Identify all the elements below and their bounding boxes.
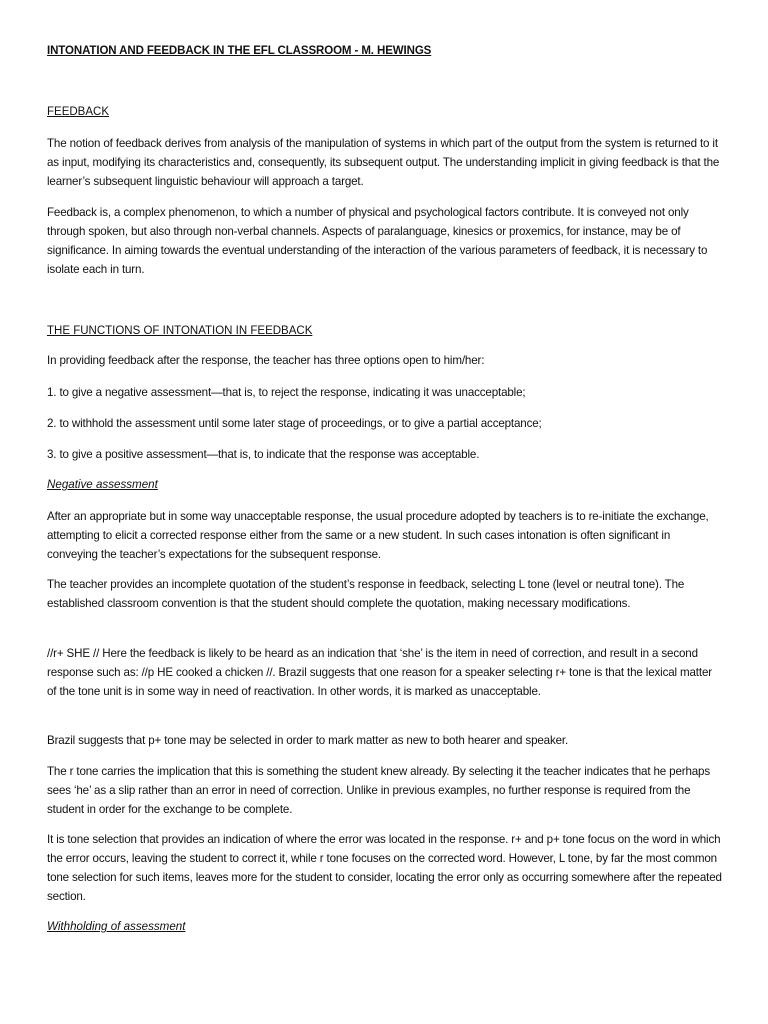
paragraph: //r+ SHE // Here the feedback is likely to be heard as an indication that ‘she’ is the item in need of correction, and result in a second response such as: //p HE cooked a chicken //. Brazil suggests that one reason for a speaker selecting r+ tone is that the lexical matter of the tone unit is in some way in need of reactivation. In other words, it is marked as unacceptable.	[47, 647, 712, 698]
section-heading-feedback: FEEDBACK	[47, 106, 109, 118]
paragraph: After an appropriate but in some way unacceptable response, the usual procedure adopted by teachers is to re-initiate the exchange, attempting to elicit a corrected response either from the same or a new student. In such cases intonation is often significant in conveying the teacher’s expectations for the subsequent response.	[47, 510, 709, 561]
paragraph: In providing feedback after the response, the teacher has three options open to him/her:	[47, 354, 485, 367]
paragraph: The notion of feedback derives from analysis of the manipulation of systems in which part of the output from the system is returned to it as input, modifying its characteristics and, consequently, its subsequent output. The understanding implicit in giving feedback is that the learner’s subsequent linguistic behaviour will approach a target.	[47, 137, 720, 188]
subheading-negative-assessment: Negative assessment	[47, 478, 158, 491]
list-item: 1. to give a negative assessment—that is, to reject the response, indicating it was unacceptable;	[47, 386, 526, 399]
paragraph: Feedback is, a complex phenomenon, to which a number of physical and psychological factors contribute. It is conveyed not only through spoken, but also through non-verbal channels. Aspects of paralanguage, kinesics or proxemics, for instance, may be of significance. In aiming towards the eventual understanding of the interaction of the various parameters of feedback, it is necessary to isolate each in turn.	[47, 206, 708, 276]
paragraph: The r tone carries the implication that this is something the student knew already. By selecting it the teacher indicates that he perhaps sees ‘he’ as a slip rather than an error in need of correction. Unlike in previous examples, no further response is required from the student in order for the exchange to be complete.	[47, 765, 710, 816]
paragraph: Brazil suggests that p+ tone may be selected in order to mark matter as new to both hearer and speaker.	[47, 734, 569, 747]
section-heading-functions: THE FUNCTIONS OF INTONATION IN FEEDBACK	[47, 325, 313, 337]
document-title: INTONATION AND FEEDBACK IN THE EFL CLASSROOM - M. HEWINGS	[47, 45, 432, 57]
list-item: 2. to withhold the assessment until some later stage of proceedings, or to give a partial acceptance;	[47, 417, 542, 430]
paragraph: It is tone selection that provides an indication of where the error was located in the response. r+ and p+ tone focus on the word in which the error occurs, leaving the student to correct it, while r tone focuses on the corrected word. However, L tone, by far the most common tone selection for such items, leaves more for the student to consider, locating the error only as occurring somewhere after the repeated section.	[47, 833, 722, 903]
paragraph: The teacher provides an incomplete quotation of the student’s response in feedback, selecting L tone (level or neutral tone). The established classroom convention is that the student should complete the quotation, making necessary modifications.	[47, 578, 685, 610]
subheading-withholding-assessment: Withholding of assessment	[47, 920, 186, 933]
list-item: 3. to give a positive assessment—that is, to indicate that the response was acceptable.	[47, 448, 480, 461]
